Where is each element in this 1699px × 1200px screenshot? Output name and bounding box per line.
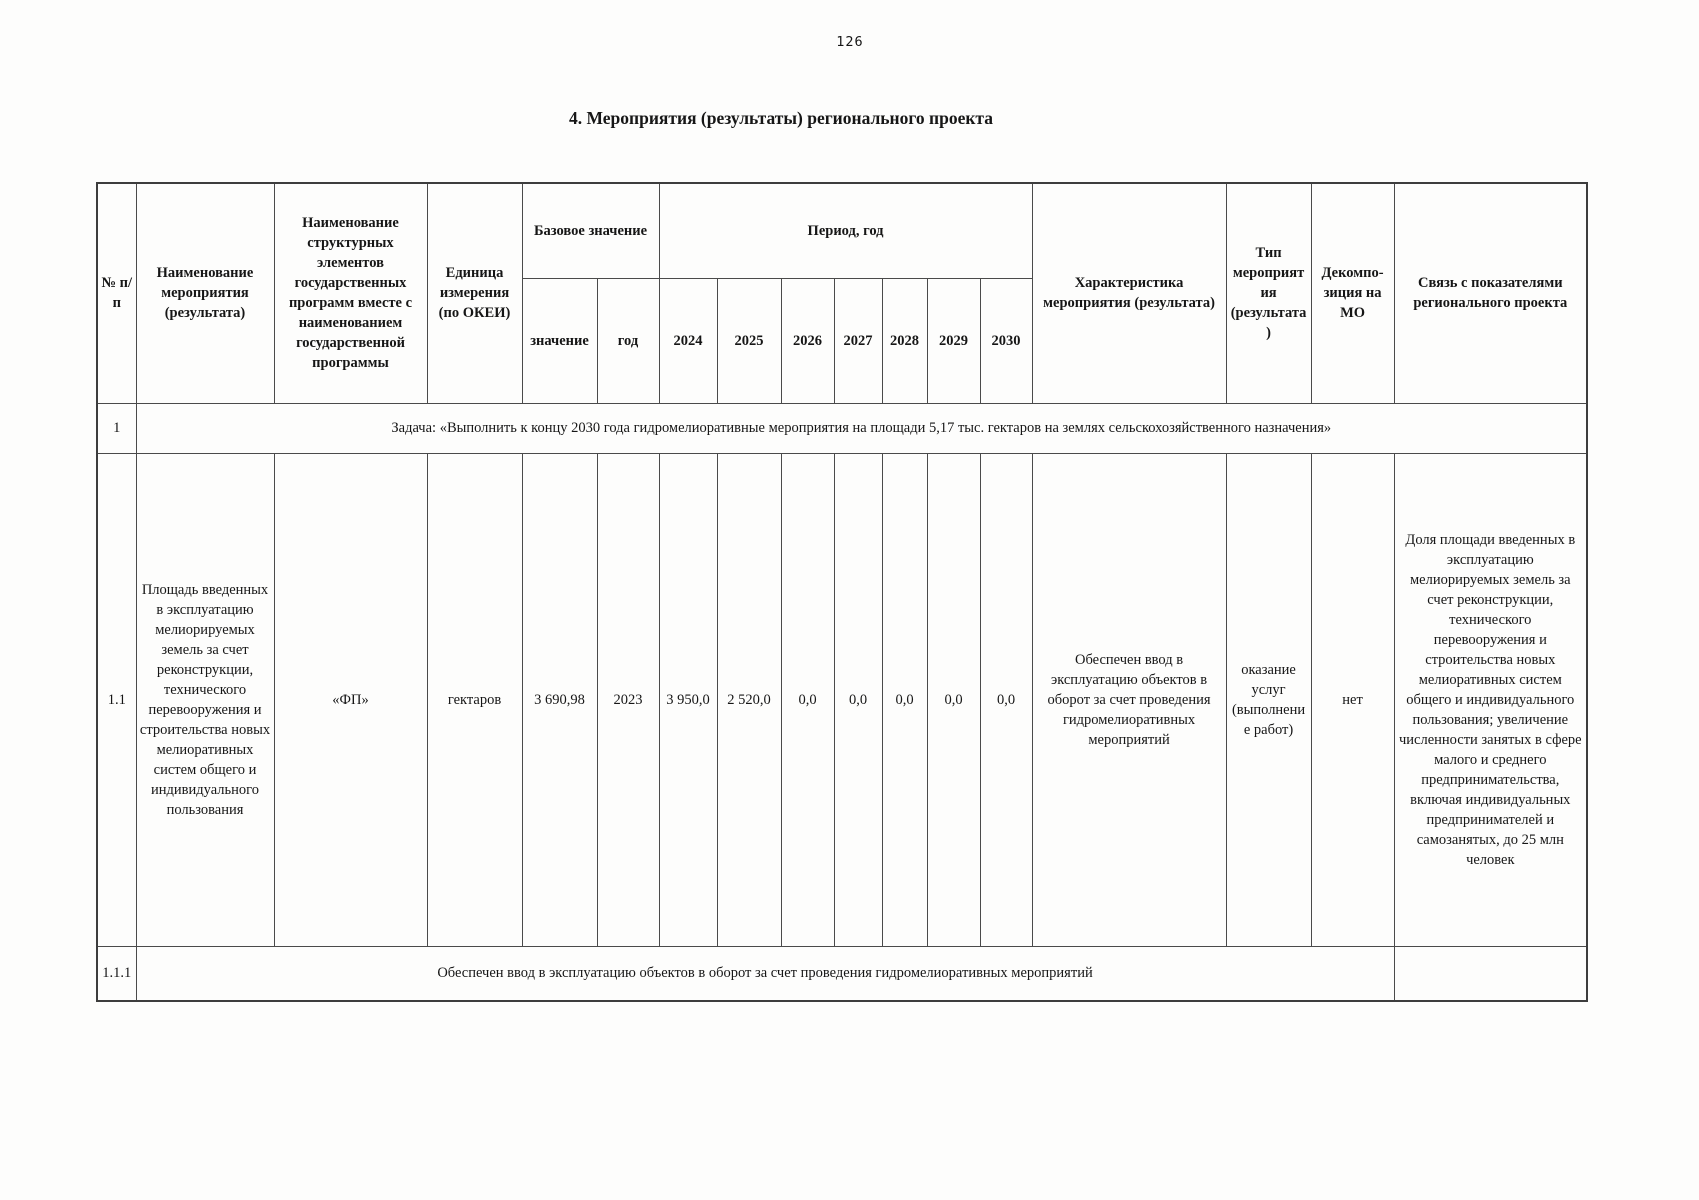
measure-base-value-cell: 3 690,98	[522, 453, 597, 946]
table-row-task	[97, 403, 1587, 453]
measure-structural-cell: «ФП»	[274, 453, 427, 946]
measure-characteristic-cell: Обеспечен ввод в эксплуатацию объектов в оборот за счет проведения гидромелиоративных мероприятий	[1032, 453, 1226, 946]
table-row-sub-measure	[97, 946, 1587, 1001]
measure-unit-cell: гектаров	[427, 453, 522, 946]
measures-table	[96, 182, 1588, 1002]
table-row-measure	[97, 453, 1587, 946]
measure-decomposition-cell: нет	[1311, 453, 1394, 946]
col-header-year-2027: 2027	[834, 278, 882, 403]
col-header-year-2025: 2025	[717, 278, 781, 403]
col-header-year-2030: 2030	[980, 278, 1032, 403]
col-header-base-year: год	[597, 278, 659, 403]
col-header-structural: Наименование структурных элементов государственных программ вместе с наименованием государственной программы	[274, 183, 427, 403]
col-header-year-2029: 2029	[927, 278, 980, 403]
measure-value-2024: 3 950,0	[659, 453, 717, 946]
measure-value-2027: 0,0	[834, 453, 882, 946]
col-header-name: Наименование мероприятия (результата)	[136, 183, 274, 403]
col-header-characteristic: Характеристика мероприятия (результата)	[1032, 183, 1226, 403]
measure-link-cell: Доля площади введенных в эксплуатацию мелиорируемых земель за счет реконструкции, технического перевооружения и строительства новых мелиоративных систем общего и индивидуального пользования; увеличение численности занятых в сфере малого и среднего предпринимательства, включая индивидуальных предпринимателей и самозанятых, до 25 млн человек	[1394, 453, 1587, 946]
col-header-period-group: Период, год	[659, 183, 1032, 278]
measure-value-2028: 0,0	[882, 453, 927, 946]
measure-value-2025: 2 520,0	[717, 453, 781, 946]
col-header-year-2028: 2028	[882, 278, 927, 403]
col-header-year-2026: 2026	[781, 278, 834, 403]
col-header-year-2024: 2024	[659, 278, 717, 403]
col-header-unit: Единица измерения (по ОКЕИ)	[427, 183, 522, 403]
sub-row-text: Обеспечен ввод в эксплуатацию объектов в оборот за счет проведения гидромелиоративных мероприятий	[136, 946, 1394, 1001]
col-header-base-value: значение	[522, 278, 597, 403]
measure-row-number: 1.1	[97, 453, 136, 946]
sub-row-number: 1.1.1	[97, 946, 136, 1001]
page-title: 4. Мероприятия (результаты) регионального проекта	[569, 108, 993, 128]
task-row-number: 1	[97, 403, 136, 453]
task-row-text: Задача: «Выполнить к концу 2030 года гидромелиоративные мероприятия на площади 5,17 тыс. гектаров на землях сельскохозяйственного назначения»	[136, 403, 1587, 453]
sub-row-empty-cell	[1394, 946, 1587, 1001]
measure-value-2030: 0,0	[980, 453, 1032, 946]
col-header-base-value-group: Базовое значение	[522, 183, 659, 278]
col-header-type: Тип мероприятия (результата)	[1226, 183, 1311, 403]
col-header-link: Связь с показателями регионального проекта	[1394, 183, 1587, 403]
page-number: 126	[836, 34, 864, 50]
measure-name-cell: Площадь введенных в эксплуатацию мелиорируемых земель за счет реконструкции, технического перевооружения и строительства новых мелиоративных систем общего и индивидуального пользования	[136, 453, 274, 946]
measure-value-2029: 0,0	[927, 453, 980, 946]
col-header-num: № п/п	[97, 183, 136, 403]
measure-value-2026: 0,0	[781, 453, 834, 946]
col-header-decomposition: Декомпо-зиция на МО	[1311, 183, 1394, 403]
measure-type-cell: оказание услуг (выполнение работ)	[1226, 453, 1311, 946]
measure-base-year-cell: 2023	[597, 453, 659, 946]
